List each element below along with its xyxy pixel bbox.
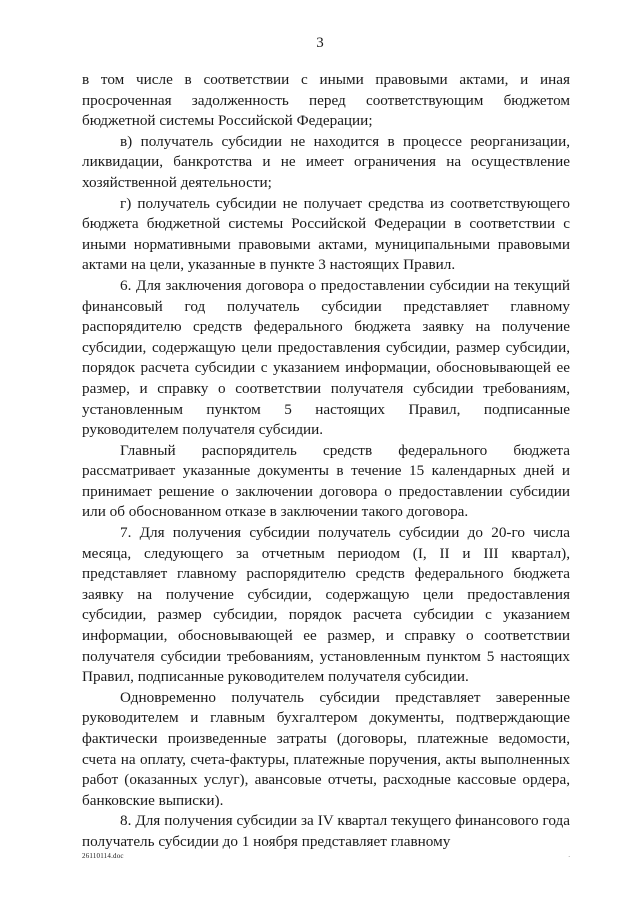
paragraph-clause-7: 7. Для получения субсидии получатель субсидии до 20-го числа месяца, следующего за отчетным периодом (I, II и III квартал), представляет главному распорядителю средств федерального бюджета заявку на получение субсидии, содержащую цели предоставления субсидии, размер субсидии, порядок расчета субсидии с указанием информации, обосновывающей ее размер, и справку о соответствии получателя субсидии требованиям, установленным пунктом 5 настоящих Правил, подписанные руководителем получателя субсидии. (82, 524, 570, 686)
scan-mark: · (568, 853, 571, 861)
paragraph-item-g: г) получатель субсидии не получает средства из соответствующего бюджета бюджетной системы Российской Федерации в соответствии с иными нормативными правовыми актами, муниципальными правовыми актами на цели, указанные в пункте 3 настоящих Правил. (82, 194, 570, 274)
paragraph-item-v: в) получатель субсидии не находится в процессе реорганизации, ликвидации, банкротства и не имеет ограничения на осуществление хозяйственной деятельности; (82, 132, 570, 191)
paragraph-continuation: в том числе в соответствии с иными правовыми актами, и иная просроченная задолженность перед соответствующим бюджетом бюджетной системы Российской Федерации; (82, 71, 570, 130)
paragraph-clause-6: 6. Для заключения договора о предоставлении субсидии на текущий финансовый год получатель субсидии представляет главному распорядителю средств федерального бюджета заявку на получение субсидии, содержащую цели предоставления субсидии, размер субсидии, порядок расчета субсидии с указанием информации, обосновывающей ее размер, и справку о соответствии получателя субсидии требованиям, установленным пунктом 5 настоящих Правил, подписанные руководителем получателя субсидии. (82, 276, 570, 439)
paragraph-clause-6-review: Главный распорядитель средств федерального бюджета рассматривает указанные документы в течение 15 календарных дней и принимает решение о заключении договора о предоставлении субсидии или об обоснованном отказе в заключении такого договора. (82, 441, 570, 521)
document-body (82, 70, 570, 853)
paragraph-clause-7-documents: Одновременно получатель субсидии представляет заверенные руководителем и главным бухгалтером документы, подтверждающие фактически произведенные затраты (договоры, платежные ведомости, счета на оплату, счета-фактуры, платежные поручения, акты выполненных работ (оказанных услуг), авансовые отчеты, расходные кассовые ордера, банковские выписки). (82, 688, 570, 809)
page-number: 3 (316, 35, 324, 51)
document-file-code: 26110114.doc (82, 852, 124, 860)
paragraph-clause-8: 8. Для получения субсидии за IV квартал текущего финансового года получатель субсидии до 1 ноября представляет главному (82, 812, 570, 850)
